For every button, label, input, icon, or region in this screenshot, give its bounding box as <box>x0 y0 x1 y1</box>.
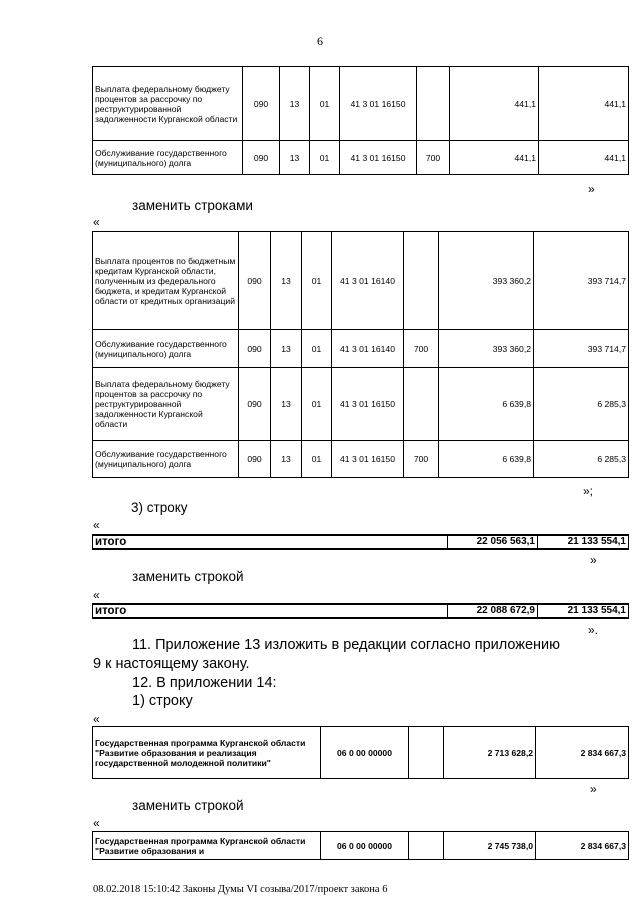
cell-csr: 41 3 01 16140 <box>332 232 404 330</box>
cell-pr: 01 <box>310 141 340 175</box>
opening-quote: « <box>93 215 100 229</box>
document-footer: 08.02.2018 15:10:42 Законы Думы VI созыва/2017/проект закона 6 <box>93 884 388 895</box>
table-row <box>93 330 629 368</box>
table-row <box>93 232 629 330</box>
cell-csr: 41 3 01 16150 <box>332 441 404 478</box>
cell-csr: 41 3 01 16150 <box>332 368 404 441</box>
cell-sum-1: 441,1 <box>450 141 539 175</box>
cell-sum-2: 2 834 667,3 <box>536 727 629 779</box>
cell-ved: 090 <box>239 330 271 368</box>
cell-sum-2: 2 834 667,3 <box>536 832 629 860</box>
cell-vr: 700 <box>404 441 439 478</box>
item-3-text: 3) строку <box>131 500 188 515</box>
row-name: Обслуживание государственного (муниципального) долга <box>93 441 239 478</box>
table-row <box>93 832 629 860</box>
closing-quote: »; <box>583 484 594 498</box>
table-row <box>93 368 629 441</box>
table-row <box>93 727 629 779</box>
table-row <box>93 67 629 141</box>
program-row-new <box>92 831 629 860</box>
replace-rows-text: заменить строками <box>132 198 253 213</box>
cell-vr <box>404 368 439 441</box>
cell-vr: 700 <box>417 141 450 175</box>
replacement-rows-table <box>92 231 629 478</box>
cell-ved: 090 <box>239 441 271 478</box>
cell-sum-1: 393 360,2 <box>439 232 534 330</box>
replace-row-text-1: заменить строкой <box>132 569 244 584</box>
cell-pr: 01 <box>302 232 332 330</box>
row-name: Выплата федеральному бюджету процентов за рассрочку по реструктурированной задолженности Курганской области <box>93 67 243 141</box>
cell-sum-1: 6 639,8 <box>439 368 534 441</box>
total-label: итого <box>93 604 448 618</box>
cell-ved: 090 <box>239 232 271 330</box>
cell-sum-2: 441,1 <box>539 141 629 175</box>
opening-quote: « <box>93 712 100 726</box>
cell-sum-1: 2 745 738,0 <box>444 832 536 860</box>
cell-rz: 13 <box>271 330 302 368</box>
total-sum-1: 22 056 563,1 <box>448 535 538 549</box>
cell-csr: 41 3 01 16150 <box>340 67 417 141</box>
paragraph-12: 12. В приложении 14: <box>132 675 277 691</box>
cell-csr: 41 3 01 16150 <box>340 141 417 175</box>
cell-sum-1: 441,1 <box>450 67 539 141</box>
closing-quote: » <box>588 182 595 196</box>
opening-quote: « <box>93 588 100 602</box>
cell-pr: 01 <box>302 368 332 441</box>
opening-quote: « <box>93 518 100 532</box>
paragraph-11-line-1: 11. Приложение 13 изложить в редакции согласно приложению <box>132 637 561 653</box>
cell-sum-2: 393 714,7 <box>534 330 629 368</box>
table-row <box>93 604 629 618</box>
closing-quote: » <box>590 782 597 796</box>
table-row <box>93 441 629 478</box>
table-row <box>93 535 629 549</box>
page-number: 6 <box>317 34 323 48</box>
cell-sum-1: 2 713 628,2 <box>444 727 536 779</box>
row-name: Обслуживание государственного (муниципального) долга <box>93 141 243 175</box>
paragraph-11-line-2: 9 к настоящему закону. <box>93 656 250 672</box>
item-1-text: 1) строку <box>132 693 193 709</box>
cell-rz: 13 <box>271 368 302 441</box>
cell-sum-2: 6 285,3 <box>534 441 629 478</box>
replace-row-text-2: заменить строкой <box>132 798 244 813</box>
program-name: Государственная программа Курганской области "Развитие образования и <box>93 832 321 860</box>
opening-quote: « <box>93 816 100 830</box>
row-name: Выплата процентов по бюджетным кредитам Курганской области, полученным из федерального бюджета, и кредитам Курганской области от кредитных организаций <box>93 232 239 330</box>
cell-vr <box>409 727 444 779</box>
cell-csr: 41 3 01 16140 <box>332 330 404 368</box>
table-row <box>93 141 629 175</box>
cell-sum-1: 393 360,2 <box>439 330 534 368</box>
cell-pr: 01 <box>302 441 332 478</box>
table-before-replacement <box>92 66 629 175</box>
cell-sum-2: 441,1 <box>539 67 629 141</box>
closing-quote: » <box>590 553 597 567</box>
program-row-old <box>92 726 629 779</box>
cell-rz: 13 <box>271 441 302 478</box>
cell-vr <box>404 232 439 330</box>
total-row-old <box>92 534 629 550</box>
cell-sum-2: 393 714,7 <box>534 232 629 330</box>
cell-vr <box>417 67 450 141</box>
cell-rz: 13 <box>280 141 310 175</box>
row-name: Выплата федеральному бюджету процентов за рассрочку по реструктурированной задолженности Курганской области <box>93 368 239 441</box>
total-sum-2: 21 133 554,1 <box>538 535 629 549</box>
total-row-new <box>92 603 629 619</box>
row-name: Обслуживание государственного (муниципального) долга <box>93 330 239 368</box>
cell-csr: 06 0 00 00000 <box>321 832 409 860</box>
cell-ved: 090 <box>243 67 280 141</box>
program-name: Государственная программа Курганской области "Развитие образования и реализация государственной молодежной политики" <box>93 727 321 779</box>
cell-ved: 090 <box>239 368 271 441</box>
total-sum-2: 21 133 554,1 <box>538 604 629 618</box>
cell-rz: 13 <box>271 232 302 330</box>
cell-rz: 13 <box>280 67 310 141</box>
cell-vr <box>409 832 444 860</box>
closing-quote: ». <box>588 623 599 637</box>
cell-sum-1: 6 639,8 <box>439 441 534 478</box>
cell-vr: 700 <box>404 330 439 368</box>
total-sum-1: 22 088 672,9 <box>448 604 538 618</box>
cell-pr: 01 <box>302 330 332 368</box>
cell-pr: 01 <box>310 67 340 141</box>
cell-sum-2: 6 285,3 <box>534 368 629 441</box>
cell-ved: 090 <box>243 141 280 175</box>
total-label: итого <box>93 535 448 549</box>
cell-csr: 06 0 00 00000 <box>321 727 409 779</box>
